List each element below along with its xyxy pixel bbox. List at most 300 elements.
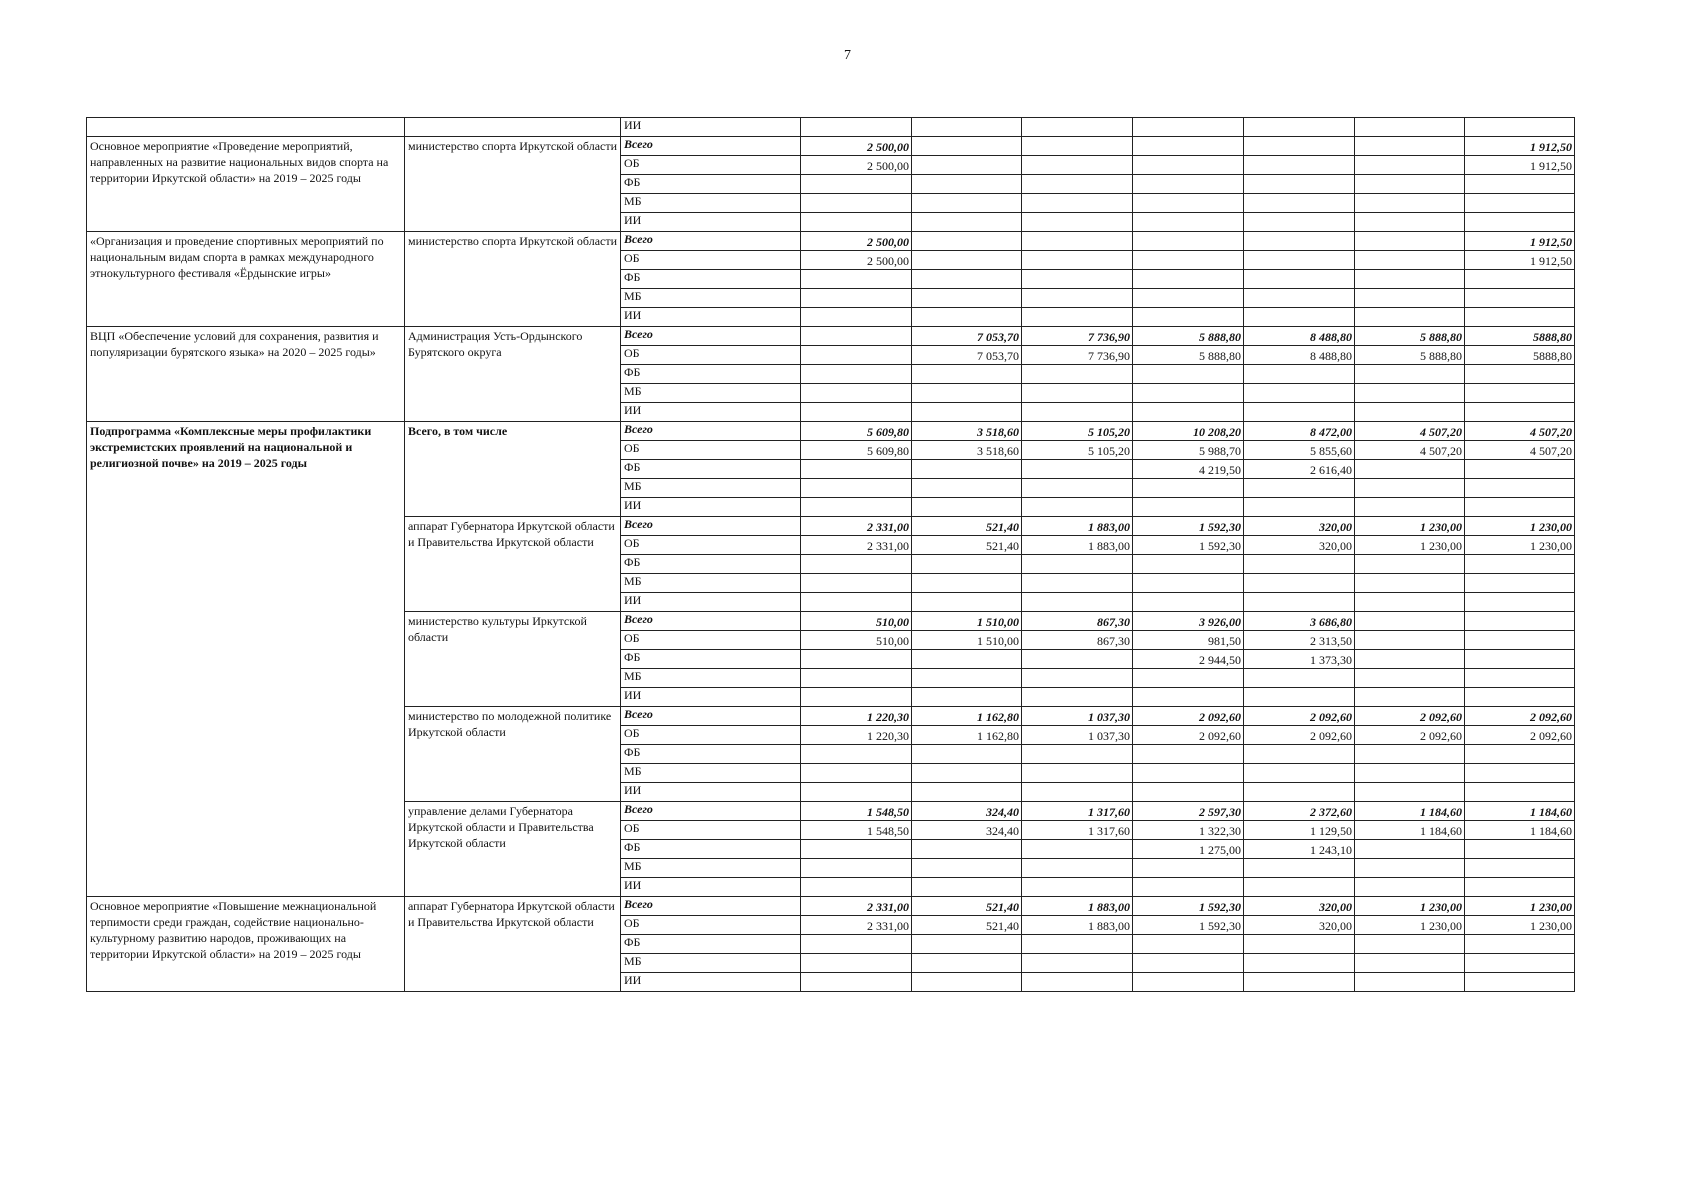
value-cell bbox=[1355, 498, 1465, 517]
funding-source-cell: ОБ bbox=[621, 156, 801, 175]
value-cell bbox=[1465, 555, 1575, 574]
value-cell bbox=[801, 213, 912, 232]
value-cell: 5 105,20 bbox=[1022, 441, 1133, 460]
value-cell: 1 037,30 bbox=[1022, 726, 1133, 745]
value-cell bbox=[912, 574, 1022, 593]
value-cell bbox=[801, 840, 912, 859]
value-cell: 981,50 bbox=[1133, 631, 1244, 650]
value-cell bbox=[1022, 688, 1133, 707]
value-cell: 2 500,00 bbox=[801, 251, 912, 270]
funding-source-cell: Всего bbox=[621, 802, 801, 821]
funding-source-cell: ОБ bbox=[621, 536, 801, 555]
value-cell: 1 184,60 bbox=[1355, 821, 1465, 840]
program-name-cell bbox=[87, 118, 405, 137]
responsible-cell: министерство спорта Иркутской области bbox=[405, 137, 621, 232]
value-cell bbox=[912, 384, 1022, 403]
value-cell bbox=[1022, 479, 1133, 498]
funding-source-cell: ОБ bbox=[621, 726, 801, 745]
value-cell bbox=[1133, 498, 1244, 517]
value-cell: 2 092,60 bbox=[1355, 726, 1465, 745]
value-cell: 1 510,00 bbox=[912, 631, 1022, 650]
value-cell bbox=[1133, 878, 1244, 897]
value-cell bbox=[1465, 460, 1575, 479]
value-cell bbox=[1022, 194, 1133, 213]
value-cell bbox=[1022, 498, 1133, 517]
value-cell: 5 888,80 bbox=[1133, 346, 1244, 365]
value-cell: 2 092,60 bbox=[1465, 707, 1575, 726]
funding-source-cell: МБ bbox=[621, 764, 801, 783]
value-cell bbox=[1355, 555, 1465, 574]
value-cell bbox=[801, 346, 912, 365]
funding-source-cell: ФБ bbox=[621, 840, 801, 859]
value-cell bbox=[1244, 213, 1355, 232]
value-cell: 2 500,00 bbox=[801, 156, 912, 175]
value-cell: 5888,80 bbox=[1465, 346, 1575, 365]
value-cell bbox=[912, 935, 1022, 954]
value-cell bbox=[1355, 650, 1465, 669]
value-cell bbox=[1244, 574, 1355, 593]
value-cell bbox=[801, 175, 912, 194]
value-cell bbox=[801, 859, 912, 878]
funding-source-cell: ФБ bbox=[621, 270, 801, 289]
value-cell bbox=[912, 232, 1022, 251]
value-cell bbox=[1465, 498, 1575, 517]
value-cell bbox=[1133, 232, 1244, 251]
value-cell: 7 736,90 bbox=[1022, 346, 1133, 365]
value-cell bbox=[912, 213, 1022, 232]
value-cell bbox=[912, 973, 1022, 992]
table-row bbox=[87, 422, 1575, 441]
funding-source-cell: Всего bbox=[621, 612, 801, 631]
funding-source-cell: ФБ bbox=[621, 555, 801, 574]
value-cell bbox=[912, 194, 1022, 213]
value-cell bbox=[912, 764, 1022, 783]
value-cell: 1 162,80 bbox=[912, 726, 1022, 745]
value-cell bbox=[801, 555, 912, 574]
value-cell bbox=[801, 973, 912, 992]
value-cell bbox=[1133, 574, 1244, 593]
value-cell bbox=[1355, 232, 1465, 251]
funding-source-cell: Всего bbox=[621, 422, 801, 441]
value-cell bbox=[1465, 878, 1575, 897]
value-cell bbox=[1244, 365, 1355, 384]
value-cell bbox=[1465, 669, 1575, 688]
value-cell: 1 184,60 bbox=[1465, 821, 1575, 840]
value-cell bbox=[801, 574, 912, 593]
value-cell bbox=[1022, 213, 1133, 232]
value-cell bbox=[1355, 954, 1465, 973]
value-cell bbox=[1133, 954, 1244, 973]
value-cell bbox=[1355, 365, 1465, 384]
value-cell: 1 592,30 bbox=[1133, 897, 1244, 916]
value-cell: 5 888,80 bbox=[1355, 327, 1465, 346]
value-cell bbox=[1244, 156, 1355, 175]
value-cell: 1 184,60 bbox=[1465, 802, 1575, 821]
value-cell: 2 092,60 bbox=[1244, 707, 1355, 726]
value-cell bbox=[1465, 631, 1575, 650]
value-cell: 1 317,60 bbox=[1022, 802, 1133, 821]
funding-source-cell: МБ bbox=[621, 574, 801, 593]
value-cell: 320,00 bbox=[1244, 897, 1355, 916]
value-cell bbox=[1355, 384, 1465, 403]
value-cell bbox=[1133, 479, 1244, 498]
value-cell bbox=[1022, 460, 1133, 479]
value-cell: 1 592,30 bbox=[1133, 517, 1244, 536]
value-cell bbox=[801, 593, 912, 612]
value-cell bbox=[1465, 688, 1575, 707]
value-cell bbox=[1022, 954, 1133, 973]
value-cell bbox=[1133, 859, 1244, 878]
value-cell bbox=[1355, 669, 1465, 688]
funding-source-cell: ИИ bbox=[621, 118, 801, 137]
value-cell: 4 219,50 bbox=[1133, 460, 1244, 479]
funding-source-cell: ИИ bbox=[621, 783, 801, 802]
value-cell bbox=[801, 403, 912, 422]
value-cell: 5888,80 bbox=[1465, 327, 1575, 346]
program-name-cell: Подпрограмма «Комплексные меры профилактики экстремистских проявлений на национальной и религиозной почве» на 2019 – 2025 годы bbox=[87, 422, 405, 897]
value-cell bbox=[912, 840, 1022, 859]
responsible-cell: аппарат Губернатора Иркутской области и Правительства Иркутской области bbox=[405, 517, 621, 612]
value-cell: 2 331,00 bbox=[801, 897, 912, 916]
funding-source-cell: ФБ bbox=[621, 745, 801, 764]
value-cell bbox=[1022, 764, 1133, 783]
value-cell: 5 609,80 bbox=[801, 441, 912, 460]
value-cell: 1 230,00 bbox=[1355, 916, 1465, 935]
budget-table bbox=[86, 117, 1575, 992]
value-cell bbox=[1133, 289, 1244, 308]
value-cell: 8 488,80 bbox=[1244, 346, 1355, 365]
value-cell bbox=[1465, 973, 1575, 992]
value-cell bbox=[1355, 251, 1465, 270]
value-cell bbox=[912, 270, 1022, 289]
value-cell bbox=[1465, 289, 1575, 308]
value-cell: 4 507,20 bbox=[1465, 441, 1575, 460]
table-row bbox=[87, 137, 1575, 156]
value-cell bbox=[1355, 631, 1465, 650]
value-cell: 5 888,80 bbox=[1133, 327, 1244, 346]
value-cell bbox=[1465, 764, 1575, 783]
value-cell bbox=[1355, 745, 1465, 764]
value-cell bbox=[1465, 118, 1575, 137]
value-cell: 1 243,10 bbox=[1244, 840, 1355, 859]
value-cell: 4 507,20 bbox=[1465, 422, 1575, 441]
value-cell bbox=[1244, 783, 1355, 802]
value-cell: 7 053,70 bbox=[912, 346, 1022, 365]
value-cell bbox=[912, 688, 1022, 707]
value-cell: 1 912,50 bbox=[1465, 232, 1575, 251]
value-cell: 2 597,30 bbox=[1133, 802, 1244, 821]
value-cell: 521,40 bbox=[912, 517, 1022, 536]
value-cell bbox=[1465, 840, 1575, 859]
value-cell bbox=[912, 308, 1022, 327]
value-cell: 1 220,30 bbox=[801, 707, 912, 726]
value-cell bbox=[801, 498, 912, 517]
funding-source-cell: ИИ bbox=[621, 878, 801, 897]
value-cell: 2 313,50 bbox=[1244, 631, 1355, 650]
value-cell: 2 331,00 bbox=[801, 916, 912, 935]
value-cell: 1 230,00 bbox=[1465, 916, 1575, 935]
value-cell bbox=[1022, 365, 1133, 384]
value-cell bbox=[1133, 308, 1244, 327]
funding-source-cell: МБ bbox=[621, 194, 801, 213]
value-cell bbox=[1465, 175, 1575, 194]
value-cell bbox=[1355, 118, 1465, 137]
value-cell: 1 912,50 bbox=[1465, 137, 1575, 156]
responsible-cell: аппарат Губернатора Иркутской области и Правительства Иркутской области bbox=[405, 897, 621, 992]
value-cell: 3 518,60 bbox=[912, 422, 1022, 441]
value-cell bbox=[1355, 213, 1465, 232]
value-cell bbox=[1465, 935, 1575, 954]
value-cell bbox=[1244, 270, 1355, 289]
value-cell: 5 855,60 bbox=[1244, 441, 1355, 460]
value-cell: 1 129,50 bbox=[1244, 821, 1355, 840]
value-cell bbox=[1022, 669, 1133, 688]
value-cell: 1 230,00 bbox=[1465, 536, 1575, 555]
value-cell bbox=[1355, 289, 1465, 308]
value-cell: 5 105,20 bbox=[1022, 422, 1133, 441]
value-cell: 320,00 bbox=[1244, 916, 1355, 935]
funding-source-cell: Всего bbox=[621, 137, 801, 156]
value-cell bbox=[1133, 251, 1244, 270]
value-cell bbox=[1244, 878, 1355, 897]
value-cell bbox=[912, 460, 1022, 479]
value-cell bbox=[1022, 840, 1133, 859]
value-cell bbox=[912, 650, 1022, 669]
value-cell: 1 883,00 bbox=[1022, 536, 1133, 555]
table-row bbox=[87, 232, 1575, 251]
value-cell bbox=[1133, 156, 1244, 175]
value-cell bbox=[1465, 574, 1575, 593]
value-cell: 2 944,50 bbox=[1133, 650, 1244, 669]
value-cell bbox=[912, 156, 1022, 175]
value-cell bbox=[1133, 270, 1244, 289]
value-cell bbox=[912, 289, 1022, 308]
value-cell: 2 331,00 bbox=[801, 536, 912, 555]
value-cell bbox=[801, 194, 912, 213]
value-cell bbox=[1465, 365, 1575, 384]
value-cell bbox=[912, 593, 1022, 612]
value-cell: 2 500,00 bbox=[801, 232, 912, 251]
funding-source-cell: ОБ bbox=[621, 631, 801, 650]
value-cell: 867,30 bbox=[1022, 631, 1133, 650]
value-cell bbox=[1355, 878, 1465, 897]
value-cell bbox=[1355, 574, 1465, 593]
value-cell bbox=[912, 175, 1022, 194]
funding-source-cell: МБ bbox=[621, 289, 801, 308]
value-cell: 510,00 bbox=[801, 612, 912, 631]
value-cell bbox=[1133, 555, 1244, 574]
value-cell: 1 037,30 bbox=[1022, 707, 1133, 726]
value-cell: 5 888,80 bbox=[1355, 346, 1465, 365]
value-cell bbox=[1022, 973, 1133, 992]
value-cell bbox=[1133, 973, 1244, 992]
value-cell bbox=[1355, 612, 1465, 631]
value-cell bbox=[1133, 403, 1244, 422]
value-cell: 1 275,00 bbox=[1133, 840, 1244, 859]
value-cell bbox=[1022, 384, 1133, 403]
value-cell bbox=[1133, 213, 1244, 232]
value-cell: 1 230,00 bbox=[1355, 517, 1465, 536]
funding-source-cell: ИИ bbox=[621, 498, 801, 517]
value-cell: 2 500,00 bbox=[801, 137, 912, 156]
value-cell bbox=[1465, 650, 1575, 669]
value-cell bbox=[1022, 308, 1133, 327]
value-cell bbox=[912, 555, 1022, 574]
value-cell bbox=[1355, 764, 1465, 783]
table-body bbox=[87, 118, 1575, 992]
value-cell bbox=[1244, 479, 1355, 498]
funding-source-cell: ИИ bbox=[621, 688, 801, 707]
responsible-cell bbox=[405, 118, 621, 137]
value-cell bbox=[801, 688, 912, 707]
value-cell bbox=[912, 251, 1022, 270]
value-cell bbox=[1355, 688, 1465, 707]
value-cell bbox=[1355, 783, 1465, 802]
value-cell bbox=[801, 935, 912, 954]
value-cell: 1 220,30 bbox=[801, 726, 912, 745]
value-cell: 4 507,20 bbox=[1355, 441, 1465, 460]
value-cell bbox=[1133, 669, 1244, 688]
value-cell: 2 616,40 bbox=[1244, 460, 1355, 479]
value-cell bbox=[1465, 308, 1575, 327]
value-cell bbox=[1022, 403, 1133, 422]
value-cell bbox=[1465, 479, 1575, 498]
value-cell: 521,40 bbox=[912, 536, 1022, 555]
value-cell bbox=[801, 669, 912, 688]
value-cell bbox=[1133, 175, 1244, 194]
table-row bbox=[87, 327, 1575, 346]
value-cell: 1 592,30 bbox=[1133, 916, 1244, 935]
value-cell bbox=[1465, 213, 1575, 232]
value-cell: 1 510,00 bbox=[912, 612, 1022, 631]
value-cell bbox=[1465, 403, 1575, 422]
value-cell bbox=[1355, 137, 1465, 156]
value-cell bbox=[1244, 593, 1355, 612]
value-cell: 1 230,00 bbox=[1355, 536, 1465, 555]
value-cell: 2 092,60 bbox=[1355, 707, 1465, 726]
value-cell bbox=[1244, 232, 1355, 251]
funding-source-cell: ОБ bbox=[621, 346, 801, 365]
value-cell bbox=[1355, 479, 1465, 498]
value-cell bbox=[912, 669, 1022, 688]
value-cell: 8 472,00 bbox=[1244, 422, 1355, 441]
value-cell bbox=[912, 403, 1022, 422]
value-cell: 1 548,50 bbox=[801, 821, 912, 840]
value-cell bbox=[801, 327, 912, 346]
value-cell bbox=[912, 745, 1022, 764]
value-cell bbox=[1355, 175, 1465, 194]
value-cell bbox=[801, 384, 912, 403]
funding-source-cell: ОБ bbox=[621, 441, 801, 460]
funding-source-cell: Всего bbox=[621, 707, 801, 726]
value-cell bbox=[1133, 764, 1244, 783]
value-cell bbox=[801, 764, 912, 783]
value-cell bbox=[801, 745, 912, 764]
funding-source-cell: ИИ bbox=[621, 593, 801, 612]
value-cell bbox=[1133, 194, 1244, 213]
value-cell bbox=[912, 878, 1022, 897]
value-cell bbox=[801, 460, 912, 479]
value-cell bbox=[801, 783, 912, 802]
value-cell bbox=[801, 270, 912, 289]
value-cell bbox=[1022, 783, 1133, 802]
value-cell bbox=[1244, 251, 1355, 270]
value-cell bbox=[912, 498, 1022, 517]
value-cell bbox=[1133, 593, 1244, 612]
funding-source-cell: МБ bbox=[621, 859, 801, 878]
value-cell bbox=[1244, 688, 1355, 707]
value-cell bbox=[1244, 308, 1355, 327]
value-cell bbox=[1022, 251, 1133, 270]
value-cell bbox=[1355, 270, 1465, 289]
responsible-cell: министерство по молодежной политике Иркутской области bbox=[405, 707, 621, 802]
value-cell bbox=[1244, 498, 1355, 517]
value-cell: 1 548,50 bbox=[801, 802, 912, 821]
funding-source-cell: МБ bbox=[621, 669, 801, 688]
program-name-cell: «Организация и проведение спортивных мероприятий по национальным видам спорта в рамках международного этнокультурного фестиваля «Ёрдынские игры» bbox=[87, 232, 405, 327]
value-cell bbox=[1244, 403, 1355, 422]
value-cell bbox=[1022, 593, 1133, 612]
value-cell bbox=[912, 479, 1022, 498]
value-cell bbox=[1244, 764, 1355, 783]
value-cell bbox=[1465, 954, 1575, 973]
funding-source-cell: ИИ bbox=[621, 213, 801, 232]
value-cell: 1 317,60 bbox=[1022, 821, 1133, 840]
responsible-cell: министерство культуры Иркутской области bbox=[405, 612, 621, 707]
value-cell bbox=[1355, 973, 1465, 992]
value-cell: 4 507,20 bbox=[1355, 422, 1465, 441]
value-cell: 320,00 bbox=[1244, 517, 1355, 536]
value-cell: 324,40 bbox=[912, 802, 1022, 821]
funding-source-cell: ОБ bbox=[621, 916, 801, 935]
value-cell: 510,00 bbox=[801, 631, 912, 650]
value-cell bbox=[1465, 593, 1575, 612]
value-cell bbox=[1244, 954, 1355, 973]
value-cell: 1 230,00 bbox=[1465, 517, 1575, 536]
value-cell bbox=[801, 289, 912, 308]
value-cell: 324,40 bbox=[912, 821, 1022, 840]
funding-source-cell: Всего bbox=[621, 897, 801, 916]
value-cell bbox=[1022, 137, 1133, 156]
value-cell bbox=[912, 954, 1022, 973]
value-cell: 7 053,70 bbox=[912, 327, 1022, 346]
responsible-cell: министерство спорта Иркутской области bbox=[405, 232, 621, 327]
value-cell: 1 883,00 bbox=[1022, 517, 1133, 536]
value-cell bbox=[801, 365, 912, 384]
value-cell bbox=[1022, 555, 1133, 574]
funding-source-cell: МБ bbox=[621, 384, 801, 403]
funding-source-cell: МБ bbox=[621, 954, 801, 973]
value-cell bbox=[1022, 289, 1133, 308]
value-cell bbox=[1244, 289, 1355, 308]
value-cell bbox=[1355, 460, 1465, 479]
value-cell bbox=[801, 878, 912, 897]
value-cell bbox=[1022, 175, 1133, 194]
value-cell: 867,30 bbox=[1022, 612, 1133, 631]
value-cell bbox=[1465, 270, 1575, 289]
table-row bbox=[87, 897, 1575, 916]
value-cell: 521,40 bbox=[912, 897, 1022, 916]
value-cell bbox=[801, 308, 912, 327]
funding-source-cell: ФБ bbox=[621, 935, 801, 954]
funding-source-cell: МБ bbox=[621, 479, 801, 498]
value-cell bbox=[1244, 669, 1355, 688]
value-cell bbox=[912, 365, 1022, 384]
funding-source-cell: Всего bbox=[621, 327, 801, 346]
value-cell: 1 322,30 bbox=[1133, 821, 1244, 840]
value-cell bbox=[912, 783, 1022, 802]
value-cell bbox=[801, 954, 912, 973]
